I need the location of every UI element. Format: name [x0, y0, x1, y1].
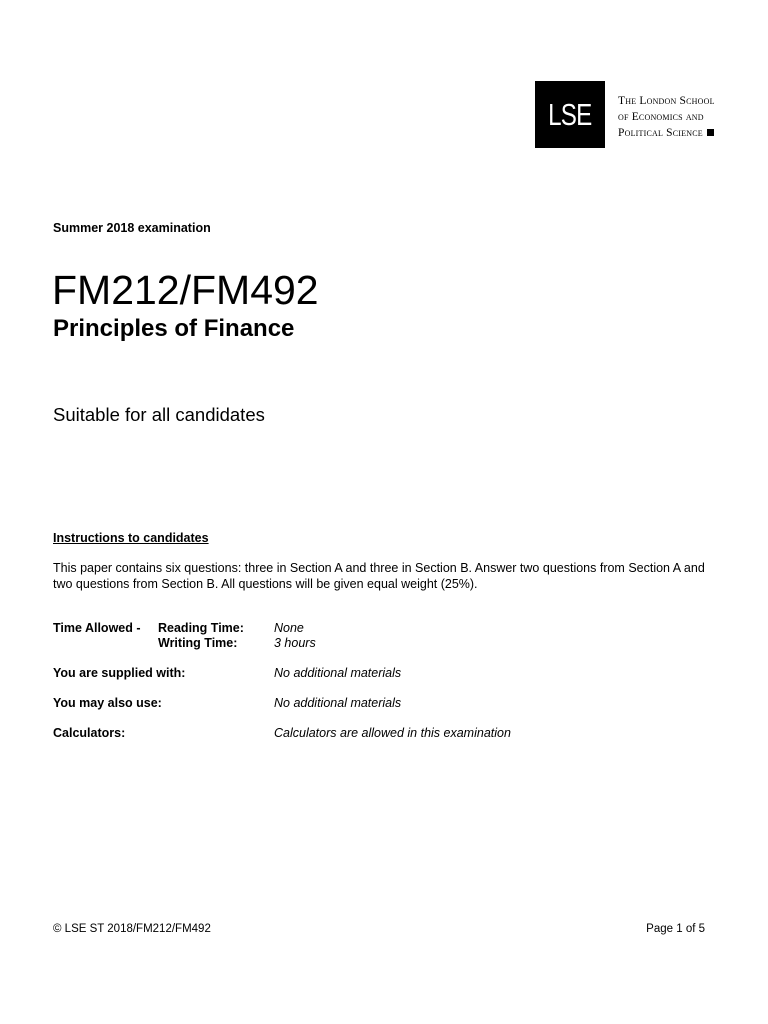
lse-logo-text: LSE: [548, 96, 592, 132]
lse-logo-mark: [535, 81, 605, 148]
school-name-line-2: of Economics and: [618, 111, 704, 123]
time-allowed-label: Time Allowed -: [53, 621, 141, 635]
school-name-line-1: The London School: [618, 95, 715, 107]
instructions-heading: Instructions to candidates: [53, 531, 209, 545]
course-title: Principles of Finance: [53, 315, 295, 342]
supplied-value: No additional materials: [274, 666, 402, 680]
calculators-value: Calculators are allowed in this examination: [274, 726, 511, 740]
writing-time-label: Writing Time:: [158, 636, 238, 650]
supplied-label: You are supplied with:: [53, 666, 186, 680]
may-use-value: No additional materials: [274, 696, 402, 710]
square-mark-icon: [707, 129, 714, 136]
exam-session: Summer 2018 examination: [53, 221, 211, 235]
calculators-label: Calculators:: [53, 726, 126, 740]
school-name-line-3: Political Science: [618, 127, 703, 139]
footer-copyright: © LSE ST 2018/FM212/FM492: [53, 923, 211, 935]
instructions-text: This paper contains six questions: three in Section A and three in Section B. Answer two questions from Section A and two questions from Section B. All questions will be given equal weight (25%).: [53, 561, 705, 591]
footer-page-number: Page 1 of 5: [646, 923, 705, 935]
writing-time-value: 3 hours: [274, 636, 316, 650]
course-code: FM212/FM492: [52, 267, 319, 313]
reading-time-value: None: [274, 621, 304, 635]
school-name-line-3-wrap: [618, 125, 715, 141]
suitability-note: Suitable for all candidates: [53, 404, 265, 425]
school-name: [618, 93, 715, 141]
reading-time-label: Reading Time:: [158, 621, 244, 635]
may-use-label: You may also use:: [53, 696, 162, 710]
